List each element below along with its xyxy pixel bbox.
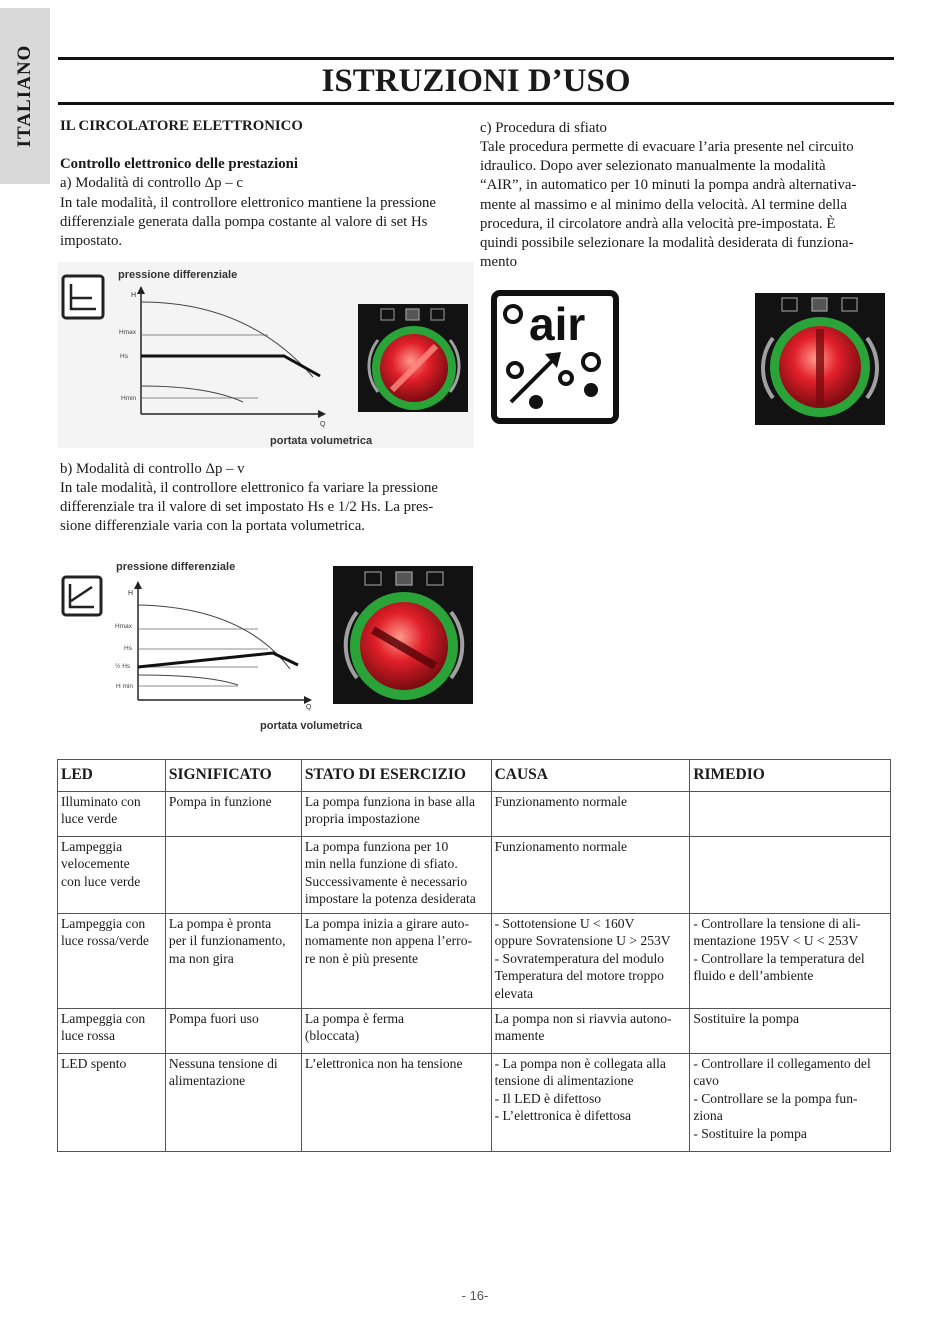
mode-c-line: procedura, il circolatore andrà alla velocità pre-impostata. È xyxy=(480,215,836,232)
cell-line: - Controllare la tensione di ali- xyxy=(693,916,861,931)
cell-line: - Controllare se la pompa fun- xyxy=(693,1090,858,1106)
chart-a-xlabel: portata volumetrica xyxy=(270,435,373,447)
table-cell-rimedio xyxy=(690,792,891,837)
table-cell-significato xyxy=(165,1054,301,1152)
table-cell-significato xyxy=(165,1009,301,1054)
table-cell-causa xyxy=(491,1009,690,1054)
constant-pressure-mode-icon xyxy=(63,276,103,318)
page-number: - 16- xyxy=(461,1288,489,1303)
cell-line: propria impostazione xyxy=(304,811,420,827)
table-cell-significato xyxy=(165,914,301,1009)
cell-line: mamente xyxy=(494,1028,545,1044)
mode-c-line: mente al massimo e al minimo della velocità. Al termine della xyxy=(480,196,847,213)
header-causa: CAUSA xyxy=(491,760,690,792)
cell-line: Funzionamento normale xyxy=(494,794,628,809)
table-cell-causa xyxy=(491,837,690,914)
mode-a-line: In tale modalità, il controllore elettronico mantiene la pressione xyxy=(60,195,436,211)
mode-a-line: differenziale generata dalla pompa costante al valore di set Hs xyxy=(60,214,428,231)
knob-mode-air xyxy=(755,293,885,425)
cell-line: (bloccata) xyxy=(304,1028,360,1044)
table-row xyxy=(58,914,891,1009)
mode-b-title: b) Modalità di controllo Δp – v xyxy=(60,461,245,477)
table-cell-stato xyxy=(301,1009,491,1054)
mode-a-title: a) Modalità di controllo Δp – c xyxy=(60,175,243,191)
cell-line: alimentazione xyxy=(168,1073,246,1089)
cell-line: Pompa in funzione xyxy=(168,794,272,809)
cell-line: luce rossa xyxy=(61,1028,115,1044)
chart-a-title: pressione differenziale xyxy=(118,269,238,281)
chart-b-level-hmin: H min xyxy=(116,683,133,690)
chart-a-level-hmax: Hmax xyxy=(119,329,136,336)
cell-line: La pompa inizia a girare auto- xyxy=(304,916,470,931)
mode-c-text xyxy=(480,138,900,272)
cell-line: - Sovratemperatura del modulo xyxy=(494,950,665,966)
cell-line: Sostituire la pompa xyxy=(693,1011,800,1026)
proportional-pressure-mode-icon xyxy=(63,577,101,615)
chart-a-x-axis: Q xyxy=(320,421,326,428)
cell-line: - L’elettronica è difettosa xyxy=(494,1108,632,1124)
mode-b-line: sione differenziale varia con la portata volumetrica. xyxy=(60,518,365,535)
cell-line: min nella funzione di sfiato. xyxy=(304,856,458,872)
air-mode-mini-icon xyxy=(406,309,419,320)
cell-line: Successivamente è necessario xyxy=(304,873,468,889)
table-cell-led xyxy=(58,914,166,1009)
mode-b-line: In tale modalità, il controllore elettronico fa variare la pressione xyxy=(60,480,438,496)
table-cell-led xyxy=(58,837,166,914)
cell-line: La pompa è ferma xyxy=(304,1011,405,1026)
mode-c-line: Tale procedura permette di evacuare l’aria presente nel circuito xyxy=(480,139,854,155)
led-status-table xyxy=(57,759,891,1152)
table-cell-stato xyxy=(301,914,491,1009)
knob-mode-b xyxy=(333,566,473,704)
cell-line: tensione di alimentazione xyxy=(494,1073,634,1089)
cell-line: - La pompa non è collegata alla xyxy=(494,1056,666,1071)
cell-line: Nessuna tensione di xyxy=(168,1056,278,1071)
cell-line: - Il LED è difettoso xyxy=(494,1090,602,1106)
knob-mode-a xyxy=(358,304,468,412)
cell-line: - Sottotensione U < 160V xyxy=(494,916,635,931)
table-row xyxy=(58,837,891,914)
table-cell-rimedio xyxy=(690,1009,891,1054)
table-cell-rimedio xyxy=(690,837,891,914)
mode-c-line: quindi possibile selezionare la modalità desiderata di funziona- xyxy=(480,235,854,252)
cell-line: - Controllare la temperatura del xyxy=(693,950,865,966)
header-led: LED xyxy=(58,760,166,792)
chart-b-level-half-hs: ½ Hs xyxy=(115,663,131,670)
chart-b-y-axis: H xyxy=(127,590,133,597)
cell-line: LED spento xyxy=(61,1056,127,1071)
cell-line: Pompa fuori uso xyxy=(168,1011,259,1026)
page-title: ISTRUZIONI D’USO xyxy=(321,63,631,99)
language-tab-label: ITALIANO xyxy=(14,44,35,148)
mode-c-line: “AIR”, in automatico per 10 minuti la pompa andrà alternativa- xyxy=(480,177,857,194)
chart-b-xlabel: portata volumetrica xyxy=(260,720,363,732)
table-cell-significato xyxy=(165,792,301,837)
chart-b-level-hmax: Hmax xyxy=(115,623,132,630)
cell-line: fluido e dell’ambiente xyxy=(693,968,814,984)
cell-line: La pompa non si riavvia autono- xyxy=(494,1011,672,1026)
table-cell-led xyxy=(58,1009,166,1054)
cell-line: elevata xyxy=(494,985,534,1001)
cell-line: re non è più presente xyxy=(304,950,419,966)
table-cell-stato xyxy=(301,792,491,837)
mode-c-line: idraulico. Dopo aver selezionato manualmente la modalità xyxy=(480,158,826,175)
mode-a-text xyxy=(60,194,480,252)
cell-line: L’elettronica non ha tensione xyxy=(304,1056,463,1071)
chart-b-title: pressione differenziale xyxy=(116,561,236,573)
cell-line: ma non gira xyxy=(168,950,234,966)
chart-a-y-axis: H xyxy=(130,292,136,299)
cell-line: per il funzionamento, xyxy=(168,933,286,949)
mode-b-text xyxy=(60,479,480,537)
chart-a-level-hmin: Hmin xyxy=(121,395,137,402)
cell-line: Funzionamento normale xyxy=(494,839,628,854)
mode-c-title: c) Procedura di sfiato xyxy=(480,120,607,136)
table-row xyxy=(58,1054,891,1152)
table-cell-stato xyxy=(301,1054,491,1152)
cell-line: La pompa è pronta xyxy=(168,916,272,931)
table-cell-rimedio xyxy=(690,1054,891,1152)
table-row xyxy=(58,1009,891,1054)
header-significato: SIGNIFICATO xyxy=(165,760,301,792)
figure-mode-b-svg xyxy=(58,557,378,737)
table-cell-led xyxy=(58,792,166,837)
language-tab xyxy=(0,8,50,184)
cell-line: - Controllare il collegamento del xyxy=(693,1056,871,1071)
cell-line: La pompa funziona per 10 xyxy=(304,839,449,854)
table-cell-causa xyxy=(491,914,690,1009)
cell-line: mentazione 195V < U < 253V xyxy=(693,933,859,949)
table-header-row xyxy=(58,760,891,792)
cell-line: velocemente xyxy=(61,856,130,872)
chart-b-x-axis: Q xyxy=(306,704,312,711)
table-cell-rimedio xyxy=(690,914,891,1009)
cell-line: Illuminato con xyxy=(61,794,141,809)
section-heading: IL CIRCOLATORE ELETTRONICO xyxy=(60,118,303,134)
title-rule-bottom xyxy=(58,102,894,105)
chart-a-level-hs: Hs xyxy=(120,353,128,360)
table-cell-causa xyxy=(491,792,690,837)
air-mode-mini-icon xyxy=(396,572,412,585)
figure-mode-b xyxy=(58,557,378,737)
cell-line: cavo xyxy=(693,1073,719,1089)
cell-line: Lampeggia con xyxy=(61,1011,146,1026)
cell-line: Lampeggia con xyxy=(61,916,146,931)
cell-line: Lampeggia xyxy=(61,839,123,854)
cell-line: La pompa funziona in base alla xyxy=(304,794,476,809)
cell-line: impostare la potenza desiderata xyxy=(304,891,476,907)
chart-b-level-hs: Hs xyxy=(124,645,132,652)
cell-line: luce verde xyxy=(61,811,118,827)
cell-line: ziona xyxy=(693,1108,723,1124)
table-cell-led xyxy=(58,1054,166,1152)
header-stato: STATO DI ESERCIZIO xyxy=(301,760,491,792)
mode-b-line: differenziale tra il valore di set impostato Hs e 1/2 Hs. La pres- xyxy=(60,499,434,516)
air-icon-label: air xyxy=(529,298,586,350)
table-row xyxy=(58,792,891,837)
cell-line: - Sostituire la pompa xyxy=(693,1125,807,1141)
table-cell-stato xyxy=(301,837,491,914)
cell-line: Temperatura del motore troppo xyxy=(494,968,664,984)
cell-line: nomamente non appena l’erro- xyxy=(304,933,473,949)
mode-c-line: mento xyxy=(480,254,517,271)
header-rimedio: RIMEDIO xyxy=(690,760,891,792)
table-cell-significato xyxy=(165,837,301,914)
cell-line: oppure Sovratensione U > 253V xyxy=(494,933,671,949)
mode-a-line: impostato. xyxy=(60,233,123,250)
sub-heading: Controllo elettronico delle prestazioni xyxy=(60,156,298,172)
air-mode-mini-icon xyxy=(812,298,827,311)
cell-line: luce rossa/verde xyxy=(61,933,149,949)
table-cell-causa xyxy=(491,1054,690,1152)
cell-line: con luce verde xyxy=(61,873,141,889)
air-mode-icon xyxy=(491,290,619,424)
